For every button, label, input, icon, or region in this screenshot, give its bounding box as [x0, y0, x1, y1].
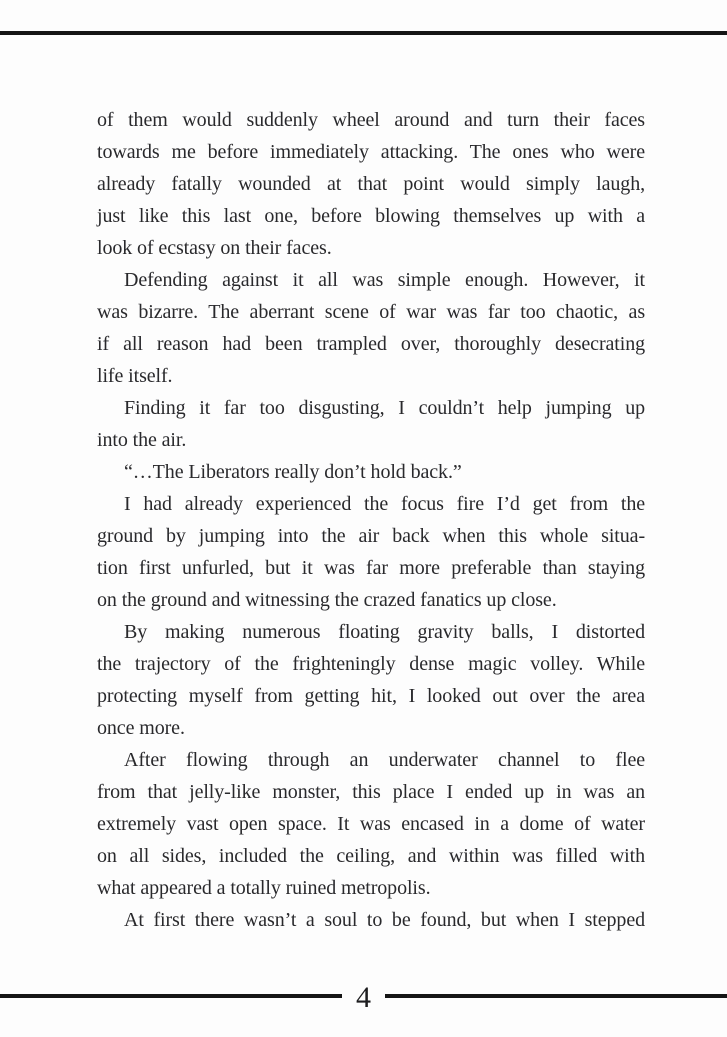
text-line: on all sides, included the ceiling, and within was filled with: [97, 845, 645, 867]
paragraph: [97, 904, 645, 936]
text-line: of them would suddenly wheel around and turn their faces: [97, 109, 645, 131]
text-line: By making numerous floating gravity balls, I distorted: [124, 621, 645, 643]
text-line: from that jelly-like monster, this place I ended up in was an: [97, 781, 645, 803]
paragraph: [97, 744, 645, 904]
text-line: look of ecstasy on their faces.: [97, 237, 332, 259]
text-line: towards me before immediately attacking. The ones who were: [97, 141, 645, 163]
page-footer: [0, 981, 727, 1014]
text-line: protecting myself from getting hit, I looked out over the area: [97, 685, 645, 707]
text-line: on the ground and witnessing the crazed fanatics up close.: [97, 589, 557, 611]
paragraph: [97, 104, 645, 264]
text-line: extremely vast open space. It was encased in a dome of water: [97, 813, 645, 835]
text-line: into the air.: [97, 429, 187, 451]
paragraph: [97, 264, 645, 392]
body-text: [97, 104, 645, 936]
text-line: Finding it far too disgusting, I couldn’t help jumping up: [124, 397, 645, 419]
text-line: once more.: [97, 717, 185, 739]
paragraph: [97, 456, 645, 488]
text-line: Defending against it all was simple enough. However, it: [124, 269, 645, 291]
paragraph: [97, 488, 645, 616]
text-line: life itself.: [97, 365, 173, 387]
paragraph: [97, 392, 645, 456]
text-line: just like this last one, before blowing themselves up with a: [97, 205, 645, 227]
footer-rule-left: [0, 994, 342, 998]
text-line: if all reason had been trampled over, thoroughly desecrating: [97, 333, 645, 355]
page-number: 4: [356, 981, 371, 1014]
text-line: ground by jumping into the air back when this whole situa-: [97, 525, 645, 547]
text-line: tion first unfurled, but it was far more preferable than staying: [97, 557, 645, 579]
text-line: already fatally wounded at that point would simply laugh,: [97, 173, 645, 195]
paragraph: [97, 616, 645, 744]
text-line: what appeared a totally ruined metropolis.: [97, 877, 431, 899]
text-line: was bizarre. The aberrant scene of war was far too chaotic, as: [97, 301, 645, 323]
text-line: the trajectory of the frighteningly dense magic volley. While: [97, 653, 645, 675]
text-line: After flowing through an underwater channel to flee: [124, 749, 645, 771]
text-line: “…The Liberators really don’t hold back.”: [124, 461, 462, 483]
page-top-rule: [0, 31, 727, 35]
text-line: At first there wasn’t a soul to be found, but when I stepped: [124, 909, 645, 931]
footer-rule-right: [385, 994, 727, 998]
text-line: I had already experienced the focus fire I’d get from the: [124, 493, 645, 515]
